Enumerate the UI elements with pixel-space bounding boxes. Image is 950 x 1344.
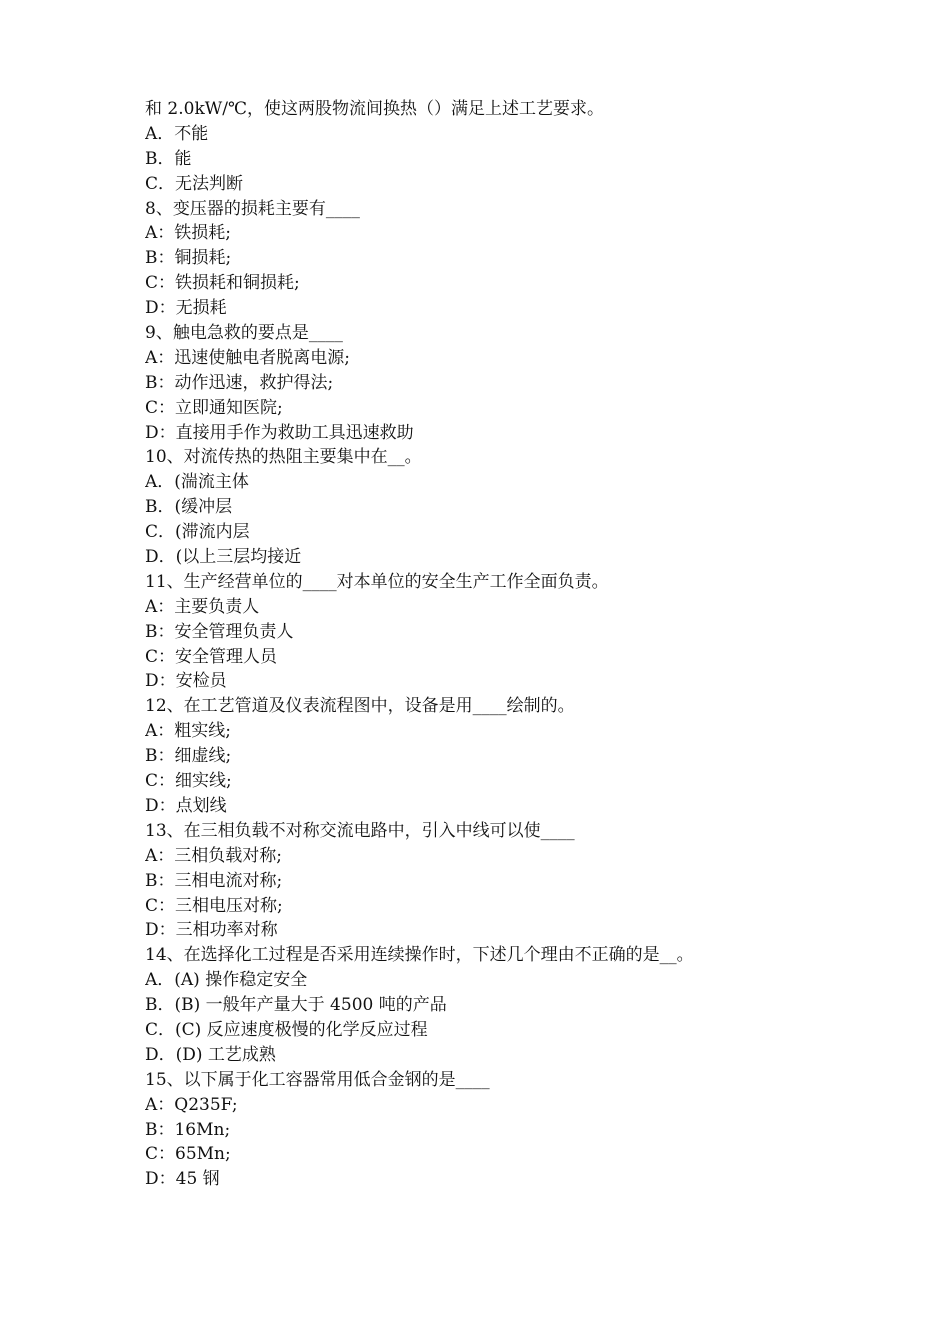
text-line: A：主要负责人	[145, 596, 260, 617]
text-line: B．(缓冲层	[145, 497, 233, 518]
document-body	[145, 97, 845, 1192]
text-line: B：动作迅速，救护得法;	[145, 372, 334, 393]
text-line: B．能	[145, 148, 192, 169]
text-line: D：直接用手作为救助工具迅速救助	[145, 422, 414, 443]
text-line: B：铜损耗;	[145, 248, 232, 269]
text-line: B：安全管理负责人	[145, 621, 294, 642]
text-line: D：点划线	[145, 795, 227, 816]
text-line: 和 2.0kW/℃，使这两股物流间换热（）满足上述工艺要求。	[145, 99, 604, 119]
question-14: 14、在选择化工过程是否采用连续操作时，下述几个理由不正确的是__。	[145, 945, 694, 966]
text-line: A．(A) 操作稳定安全	[145, 970, 308, 991]
text-line: B：三相电流对称;	[145, 870, 283, 891]
text-line: C：安全管理人员	[145, 646, 278, 667]
text-line: D：45 钢	[145, 1169, 220, 1190]
text-line: A：Q235F;	[145, 1094, 238, 1115]
text-line: B．(B) 一般年产量大于 4500 吨的产品	[145, 995, 447, 1016]
text-line: A：迅速使触电者脱离电源;	[145, 347, 351, 368]
question-8: 8、变压器的损耗主要有____	[145, 198, 360, 219]
text-line: D：三相功率对称	[145, 920, 278, 941]
text-line: C．无法判断	[145, 173, 244, 194]
text-line: A．不能	[145, 123, 209, 144]
text-line: D．(D) 工艺成熟	[145, 1044, 276, 1065]
text-line: D：安检员	[145, 671, 227, 692]
text-line: C：65Mn;	[145, 1144, 231, 1165]
question-15: 15、以下属于化工容器常用低合金钢的是____	[145, 1069, 490, 1090]
text-line: C．(滞流内层	[145, 522, 250, 543]
question-10: 10、对流传热的热阻主要集中在__。	[145, 447, 422, 468]
text-line: C：细实线;	[145, 771, 232, 792]
text-line: D：无损耗	[145, 298, 227, 319]
text-line: B：细虚线;	[145, 746, 232, 767]
text-line: A．(湍流主体	[145, 472, 249, 493]
question-11: 11、生产经营单位的____对本单位的安全生产工作全面负责。	[145, 571, 609, 592]
text-line: A：三相负载对称;	[145, 845, 283, 866]
text-line: C：铁损耗和铜损耗;	[145, 273, 300, 294]
text-line: C．(C) 反应速度极慢的化学反应过程	[145, 1019, 428, 1040]
question-13: 13、在三相负载不对称交流电路中，引入中线可以使____	[145, 820, 575, 841]
question-9: 9、触电急救的要点是____	[145, 323, 343, 344]
text-line: C：三相电压对称;	[145, 895, 283, 916]
question-12: 12、在工艺管道及仪表流程图中，设备是用____绘制的。	[145, 696, 575, 717]
text-line: A：铁损耗;	[145, 223, 232, 244]
text-line: C：立即通知医院;	[145, 397, 283, 418]
text-line: A：粗实线;	[145, 721, 232, 742]
text-line: B：16Mn;	[145, 1119, 231, 1140]
text-line: D．(以上三层均接近	[145, 547, 302, 568]
